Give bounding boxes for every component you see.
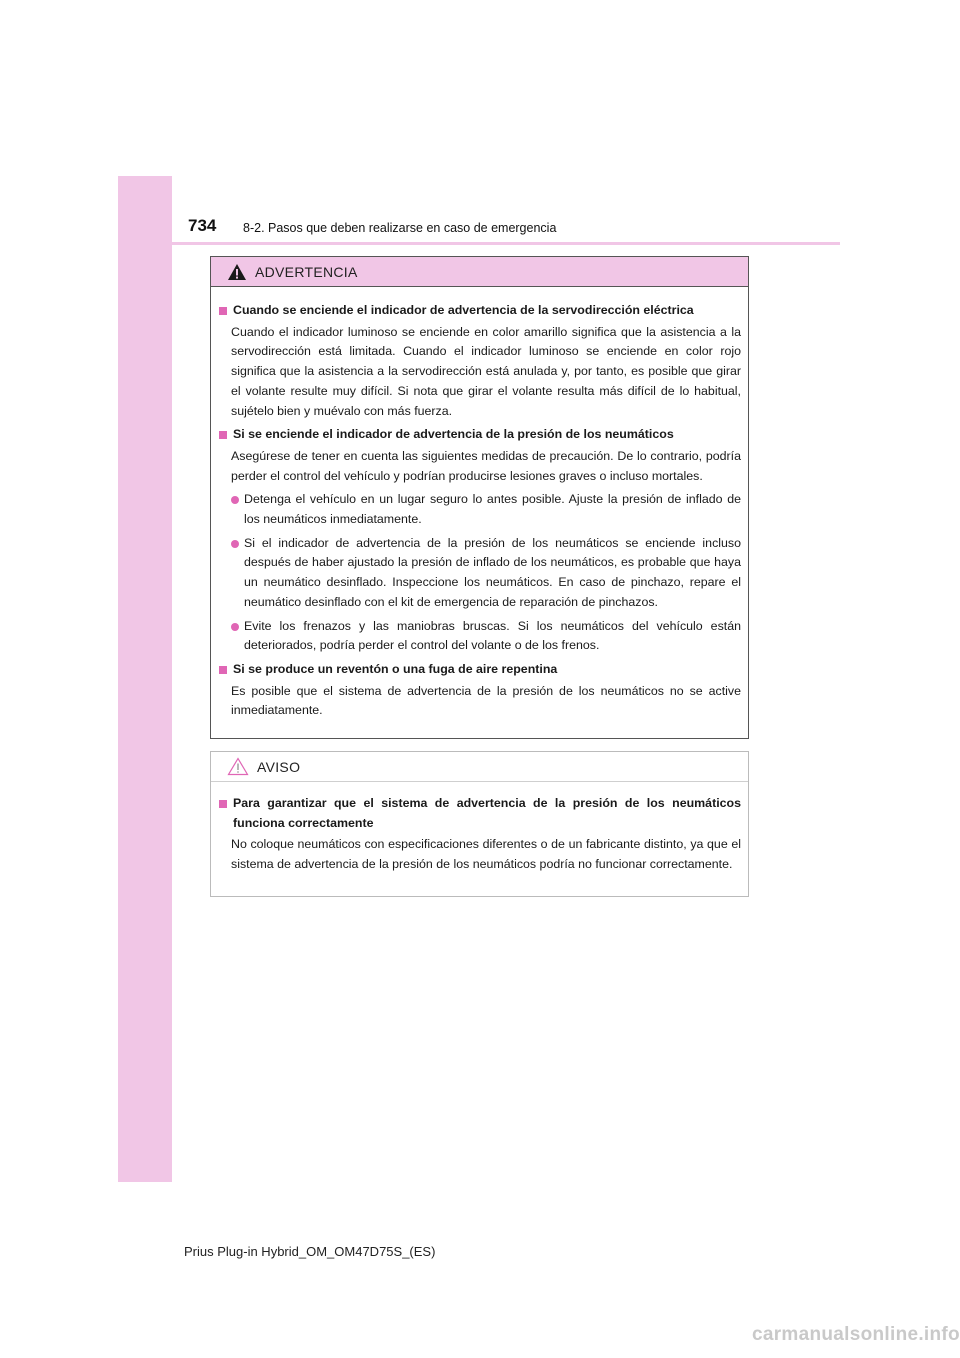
- caution-triangle-outline-icon: [227, 757, 249, 776]
- section-title: 8-2. Pasos que deben realizarse en caso de emergencia: [243, 221, 557, 235]
- notice-box-body: [211, 782, 748, 875]
- notice-item-text: No coloque neumáticos con especificaciones diferentes o de un fabricante distinto, ya que el sistema de advertencia de la presión de los neumáticos podría no funcionar correctamente.: [231, 837, 741, 872]
- warning-item-text: Es posible que el sistema de advertencia de la presión de los neumáticos no se active inmediatamente.: [231, 683, 741, 718]
- warning-item-text: Asegúrese de tener en cuenta las siguientes medidas de precaución. De lo contrario, podría perder el control del vehículo y podrían producirse lesiones graves o incluso mortales.: [231, 448, 741, 483]
- round-bullet-icon: [231, 623, 239, 631]
- square-bullet-icon: [219, 307, 227, 315]
- header-rule: [118, 242, 840, 245]
- notice-box-header: [211, 752, 748, 782]
- warning-item-heading: Si se enciende el indicador de advertencia de la presión de los neumáticos: [218, 425, 741, 445]
- warning-bullet: Detenga el vehículo en un lugar seguro lo antes posible. Ajuste la presión de inflado de los neumáticos inmediatamente.: [218, 490, 741, 529]
- warning-box-body: [211, 287, 748, 721]
- square-bullet-icon: [219, 666, 227, 674]
- side-tab-band: [118, 176, 172, 1182]
- watermark-text: carmanualsonline.info: [752, 1324, 960, 1345]
- footer-document-id: Prius Plug-in Hybrid_OM_OM47D75S_(ES): [184, 1244, 436, 1259]
- warning-item-heading: Si se produce un reventón o una fuga de aire repentina: [218, 660, 741, 680]
- page-number: 734: [188, 216, 217, 235]
- notice-box-title: AVISO: [257, 758, 301, 775]
- warning-bullet: Si el indicador de advertencia de la presión de los neumáticos se enciende incluso después de haber ajustado la presión de inflado de los neumáticos, es probable que haya un neumático desinflado. Inspeccione los neumáticos. En caso de pinchazo, repare el neumático desinflado con el kit de emergencia de reparación de pinchazos.: [218, 534, 741, 613]
- warning-item-text: Cuando el indicador luminoso se enciende en color amarillo significa que la asistencia a la servodirección está limitada. Cuando el indicador luminoso se enciende en color rojo significa que la asistencia a la servodirección está anulada y, por tanto, es posible que girar el volante resulte muy difícil. Si nota que girar el volante resulta más difícil de lo habitual, sujételo bien y muévalo con más fuerza.: [231, 324, 741, 418]
- warning-box: [210, 256, 749, 739]
- warning-box-header: [211, 257, 748, 287]
- warning-item-heading: Cuando se enciende el indicador de advertencia de la servodirección eléctrica: [218, 301, 741, 321]
- round-bullet-icon: [231, 496, 239, 504]
- warning-bullet: Evite los frenazos y las maniobras bruscas. Si los neumáticos del vehículo están deteriorados, podría perder el control del volante o de los frenos.: [218, 617, 741, 656]
- square-bullet-icon: [219, 800, 227, 808]
- warning-triangle-icon: [227, 263, 247, 281]
- square-bullet-icon: [219, 431, 227, 439]
- round-bullet-icon: [231, 540, 239, 548]
- notice-item-heading: Para garantizar que el sistema de advertencia de la presión de los neumáticos funciona correctamente: [218, 794, 741, 833]
- warning-box-title: ADVERTENCIA: [255, 263, 358, 280]
- notice-box: [210, 751, 749, 897]
